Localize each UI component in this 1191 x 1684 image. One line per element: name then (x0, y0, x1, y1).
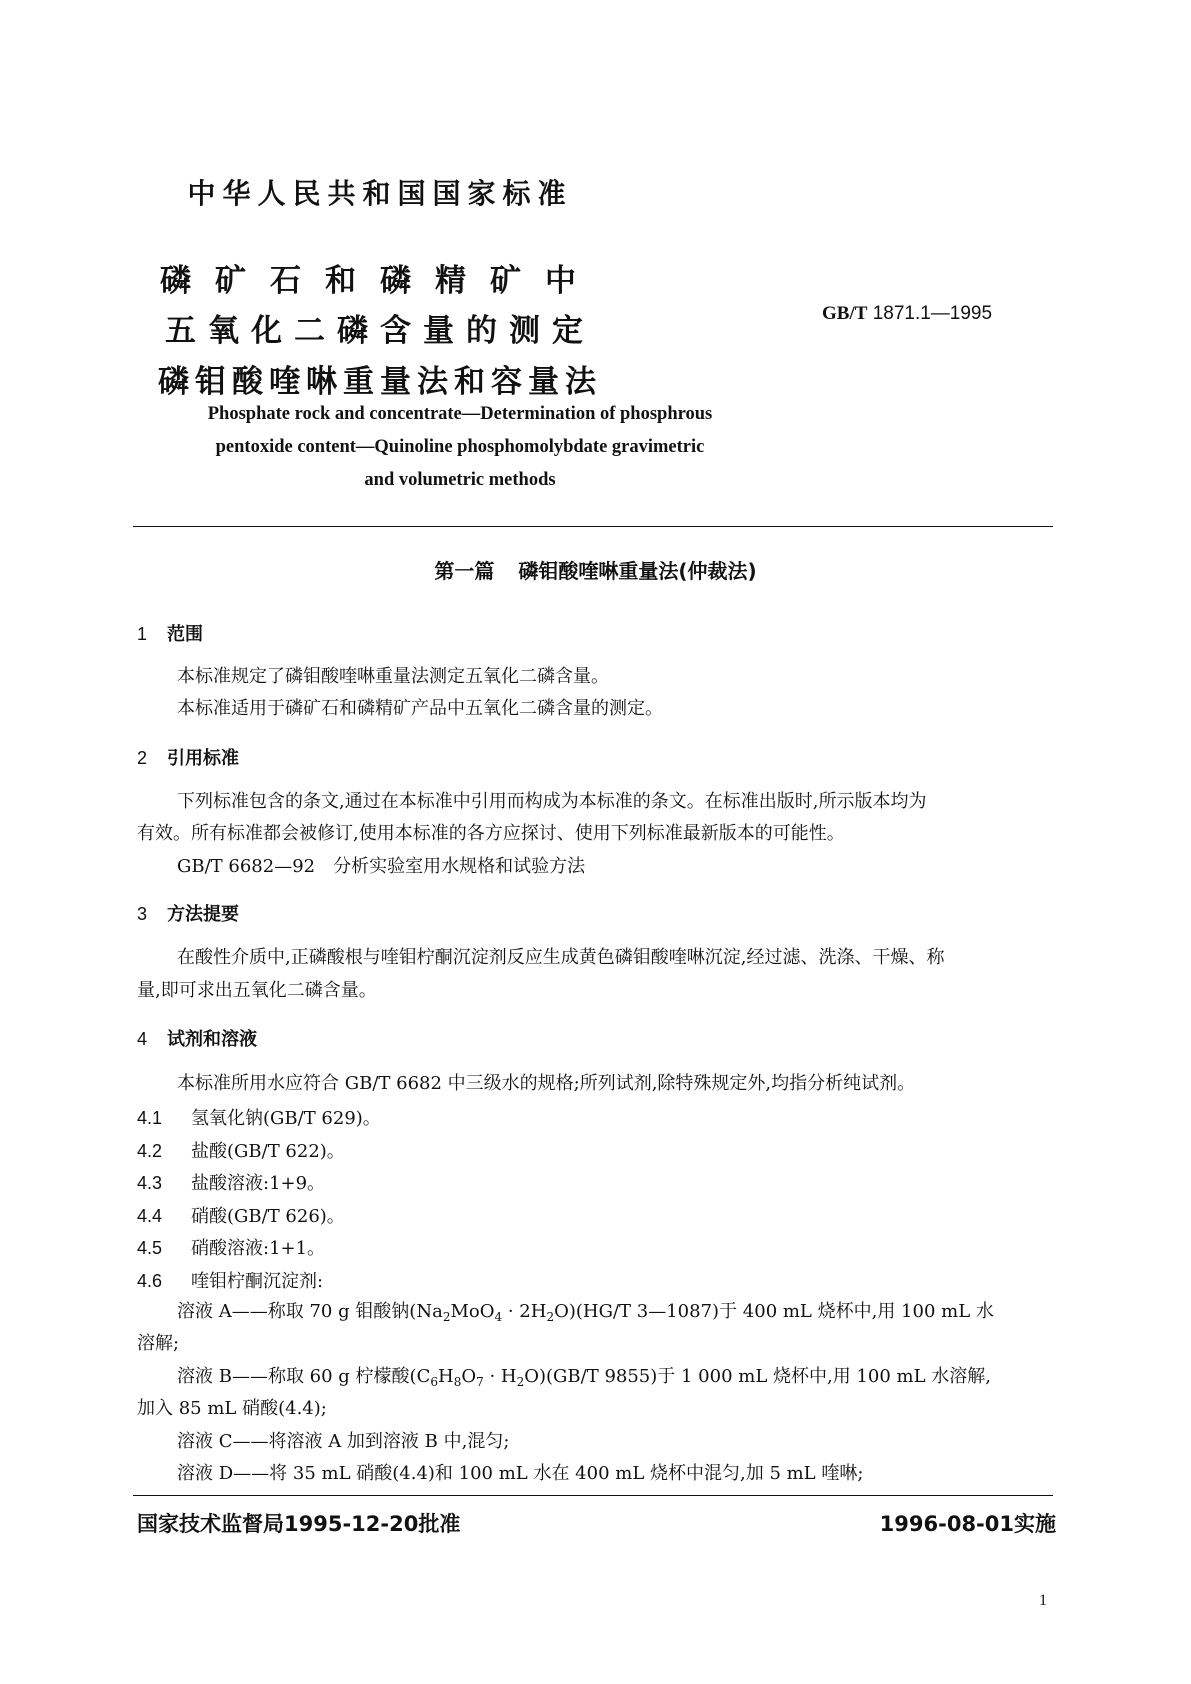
section-number: 1 (137, 624, 148, 644)
section-number: 4 (137, 1029, 148, 1049)
reference-title: 分析实验室用水规格和试验方法 (333, 856, 586, 877)
solution-c: 溶液 C——将溶液 A 加到溶液 B 中,混匀; (177, 1431, 510, 1452)
standard-number (822, 303, 992, 325)
section-heading-4 (137, 1025, 257, 1051)
subscript: 4 (494, 1310, 503, 1324)
part-label: 第一篇 (434, 559, 495, 583)
text-run: · H (483, 1366, 517, 1387)
reagent-item (137, 1267, 323, 1293)
subscript: 7 (476, 1375, 484, 1389)
item-number: 4.4 (137, 1206, 163, 1226)
section-number: 2 (137, 748, 148, 768)
item-number: 4.5 (137, 1238, 163, 1258)
s1-paragraph-1: 本标准规定了磷钼酸喹啉重量法测定五氧化二磷含量。 (177, 666, 609, 687)
item-text: 喹钼柠酮沉淀剂: (191, 1271, 324, 1292)
reagent-item (137, 1169, 325, 1195)
title-zh-line-3: 磷钼酸喹啉重量法和容量法 (158, 364, 602, 400)
solution-a-line-2: 溶解; (137, 1333, 180, 1354)
header-rule (133, 526, 1053, 527)
s3-paragraph-line-2: 量,即可求出五氧化二磷含量。 (137, 980, 377, 1001)
section-heading-3 (137, 900, 239, 926)
text-run: 溶液 A——称取 70 g 钼酸钠(Na (177, 1301, 443, 1322)
title-en-line-3: and volumetric methods (364, 470, 556, 490)
reagent-item (137, 1104, 381, 1130)
title-zh-line-1: 磷矿石和磷精矿中 (160, 263, 600, 299)
section-title: 范围 (167, 624, 203, 645)
item-number: 4.2 (137, 1141, 163, 1161)
item-text: 硝酸溶液:1+1。 (191, 1238, 326, 1259)
section-number: 3 (137, 904, 148, 924)
item-number: 4.1 (137, 1108, 163, 1128)
s2-paragraph-line-2: 有效。所有标准都会被修订,使用本标准的各方应探讨、使用下列标准最新版本的可能性。 (137, 823, 845, 844)
implementation-date: 1996-08-01实施 (879, 1512, 1056, 1536)
page-number: 1 (1039, 1592, 1047, 1609)
solution-a-line-1 (177, 1300, 994, 1329)
s4-intro: 本标准所用水应符合 GB/T 6682 中三级水的规格;所列试剂,除特殊规定外,均指分析纯试剂。 (177, 1073, 916, 1094)
reagent-item (137, 1234, 325, 1260)
section-title: 试剂和溶液 (167, 1029, 257, 1050)
subscript: 2 (442, 1310, 451, 1324)
section-title: 方法提要 (167, 904, 239, 925)
s3-paragraph-line-1: 在酸性介质中,正磷酸根与喹钼柠酮沉淀剂反应生成黄色磷钼酸喹啉沉淀,经过滤、洗涤、干燥、称 (177, 947, 945, 968)
item-text: 盐酸溶液:1+9。 (191, 1173, 326, 1194)
solution-b-line-2: 加入 85 mL 硝酸(4.4); (137, 1398, 327, 1419)
part-heading (0, 555, 1191, 584)
reagent-item (137, 1137, 345, 1163)
item-text: 氢氧化钠(GB/T 629)。 (191, 1108, 381, 1129)
text-run: O)(HG/T 3—1087)于 400 mL 烧杯中,用 100 mL 水 (554, 1301, 994, 1322)
text-run: H (437, 1366, 454, 1387)
title-zh-line-2: 五氧化二磷含量的测定 (165, 313, 595, 349)
subscript: 6 (430, 1375, 438, 1389)
title-en-line-2: pentoxide content—Quinoline phosphomolybdate gravimetric (215, 437, 705, 457)
referenced-standard (177, 855, 585, 879)
s1-paragraph-2: 本标准适用于磷矿石和磷精矿产品中五氧化二磷含量的测定。 (177, 698, 663, 719)
item-text: 硝酸(GB/T 626)。 (191, 1206, 345, 1227)
reference-code: GB/T 6682—92 (177, 856, 316, 877)
subscript: 2 (546, 1310, 555, 1324)
standard-prefix: GB/T (822, 303, 868, 324)
standard-code: 1871.1—1995 (872, 303, 993, 324)
text-run: O)(GB/T 9855)于 1 000 mL 烧杯中,用 100 mL 水溶解, (524, 1366, 991, 1387)
footer-rule (133, 1495, 1053, 1496)
text-run: MoO (450, 1301, 495, 1322)
text-run: O (461, 1366, 477, 1387)
text-run: 溶液 B——称取 60 g 柠檬酸(C (177, 1366, 431, 1387)
country-standard-heading: 中华人民共和国国家标准 (187, 177, 573, 210)
solution-d: 溶液 D——将 35 mL 硝酸(4.4)和 100 mL 水在 400 mL 烧杯中混匀,加 5 mL 喹啉; (177, 1463, 864, 1484)
section-heading-2 (137, 744, 239, 770)
subscript: 2 (516, 1375, 525, 1389)
section-title: 引用标准 (167, 748, 239, 769)
title-en-line-1: Phosphate rock and concentrate—Determination of phosphrous (207, 404, 713, 424)
text-run: · 2H (502, 1301, 547, 1322)
subscript: 8 (453, 1375, 462, 1389)
solution-b-line-1 (177, 1365, 991, 1394)
part-title: 磷钼酸喹啉重量法(仲裁法) (518, 559, 757, 583)
section-heading-1 (137, 620, 203, 646)
approval-date: 国家技术监督局1995-12-20批准 (137, 1512, 461, 1536)
item-number: 4.3 (137, 1173, 163, 1193)
item-number: 4.6 (137, 1271, 163, 1291)
reagent-item (137, 1202, 345, 1228)
item-text: 盐酸(GB/T 622)。 (191, 1141, 345, 1162)
s2-paragraph-line-1: 下列标准包含的条文,通过在本标准中引用而构成为本标准的条文。在标准出版时,所示版本均为 (177, 791, 927, 812)
